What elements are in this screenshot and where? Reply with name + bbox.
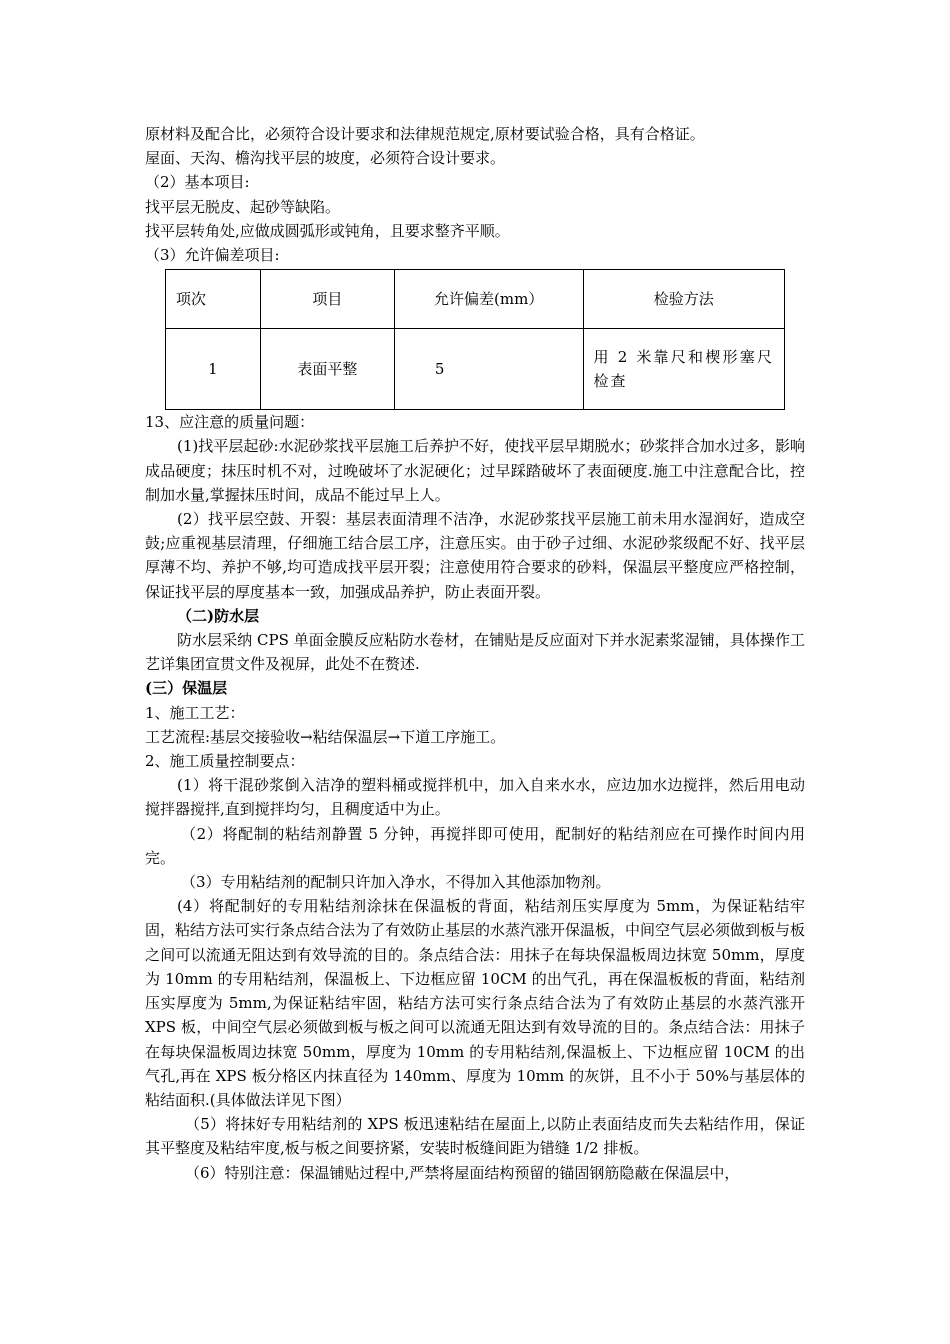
paragraph: （5）将抹好专用粘结剂的 XPS 板迅速粘结在屋面上,以防止表面结皮而失去粘结作用，保证其平整度及粘结牢度,板与板之间要挤紧，安装时板缝间距为错缝 1/2 排板。 bbox=[145, 1115, 805, 1158]
paragraph: （3）专用粘结剂的配制只许加入净水，不得加入其他添加物剂。 bbox=[181, 873, 611, 892]
section-heading: （二)防水层 bbox=[177, 606, 260, 625]
table-cell: 5 bbox=[394, 329, 583, 410]
paragraph: （6）特别注意：保温铺贴过程中,严禁将屋面结构预留的锚固钢筋隐蔽在保温层中， bbox=[185, 1163, 740, 1182]
paragraph: (1)找平层起砂:水泥砂浆找平层施工后养护不好，使找平层早期脱水；砂浆拌合加水过多，影响成品硬度；抹压时机不对，过晚破坏了水泥硬化；过早踩踏破坏了表面硬度.施工中注意配合比，控制加水量,掌握抹压时间，成品不能过早上人。 bbox=[145, 437, 805, 504]
paragraph: 原材料及配合比，必须符合设计要求和法律规范规定,原材要试验合格，具有合格证。 bbox=[145, 125, 705, 143]
table-header-cell: 检验方法 bbox=[583, 270, 784, 329]
document-body bbox=[145, 122, 805, 1185]
table-header-cell: 允许偏差(mm） bbox=[394, 270, 583, 329]
allowable-deviation-table bbox=[165, 269, 785, 410]
paragraph: 屋面、天沟、檐沟找平层的坡度，必须符合设计要求。 bbox=[145, 149, 506, 168]
paragraph: （2）基本项目: bbox=[145, 173, 250, 192]
paragraph: (1）将干混砂浆倒入洁净的塑料桶或搅拌机中，加入自来水水，应边加水边搅拌，然后用电动搅拌器搅拌,直到搅拌均匀，且稠度适中为止。 bbox=[145, 776, 805, 819]
paragraph: （2）将配制的粘结剂静置 5 分钟，再搅拌即可使用，配制好的粘结剂应在可操作时间内用完。 bbox=[145, 824, 805, 867]
paragraph: 找平层转角处,应做成圆弧形或钝角，且要求整齐平顺。 bbox=[145, 221, 510, 240]
table-row bbox=[166, 329, 785, 410]
section-heading: (三）保温层 bbox=[145, 679, 228, 698]
paragraph: (4）将配制好的专用粘结剂涂抹在保温板的背面，粘结剂压实厚度为 5mm，为保证粘结牢固，粘结方法可实行条点结合法为了有效防止基层的水蒸汽涨开保温板，中间空气层必须做到板与板之间可以流通无阻达到有效导流的目的。条点结合法：用抹子在每块保温板周边抹宽 50mm，厚度为 10mm 的专用粘结剂，保温板上、下边框应留 10CM 的出气孔，再在保温板板的背面，粘结剂压实厚度为 5mm,为保证粘结牢固，粘结方法可实行条点结合法为了有效防止基层的水蒸汽涨开 XPS 板，中间空气层必须做到板与板之间可以流通无阻达到有效导流的目的。条点结合法：用抹子在每块保温板周边抹宽 50mm，厚度为 10mm 的专用粘结剂,保温板上、下边框应留 10CM 的出气孔,再在 XPS 板分格区内抹直径为 140mm、厚度为 10mm 的灰饼，且不小于 50%与基层体的粘结面积.(具体做法详见下图） bbox=[145, 897, 806, 1109]
paragraph: （3）允许偏差项目: bbox=[145, 246, 280, 265]
paragraph: 2、施工质量控制要点： bbox=[145, 752, 305, 771]
paragraph: 工艺流程:基层交接验收→粘结保温层→下道工序施工。 bbox=[145, 727, 506, 746]
paragraph: (2）找平层空鼓、开裂：基层表面清理不洁净，水泥砂浆找平层施工前未用水湿润好，造成空鼓;应重视基层清理，仔细施工结合层工序，注意压实。由于砂子过细、水泥砂浆级配不好、找平层厚薄不均、养护不够,均可造成找平层开裂；注意使用符合要求的砂料，保温层平整度应严格控制，保证找平层的厚度基本一致，加强成品养护，防止表面开裂。 bbox=[145, 510, 805, 601]
table-header-cell: 项目 bbox=[260, 270, 394, 329]
table-header-row bbox=[166, 270, 785, 329]
paragraph: 找平层无脱皮、起砂等缺陷。 bbox=[145, 197, 341, 216]
paragraph: 1、施工工艺： bbox=[145, 703, 245, 722]
paragraph: 13、应注意的质量问题： bbox=[145, 413, 315, 432]
table-cell: 用 2 米靠尺和楔形塞尺检查 bbox=[583, 329, 784, 410]
table-cell: 表面平整 bbox=[260, 329, 394, 410]
paragraph: 防水层采纳 CPS 单面金膜反应粘防水卷材，在铺贴是反应面对下并水泥素浆湿铺，具体操作工艺详集团宣贯文件及视屏，此处不在赘述. bbox=[145, 631, 805, 674]
table-header-cell: 项次 bbox=[166, 270, 261, 329]
table-cell: 1 bbox=[166, 329, 261, 410]
